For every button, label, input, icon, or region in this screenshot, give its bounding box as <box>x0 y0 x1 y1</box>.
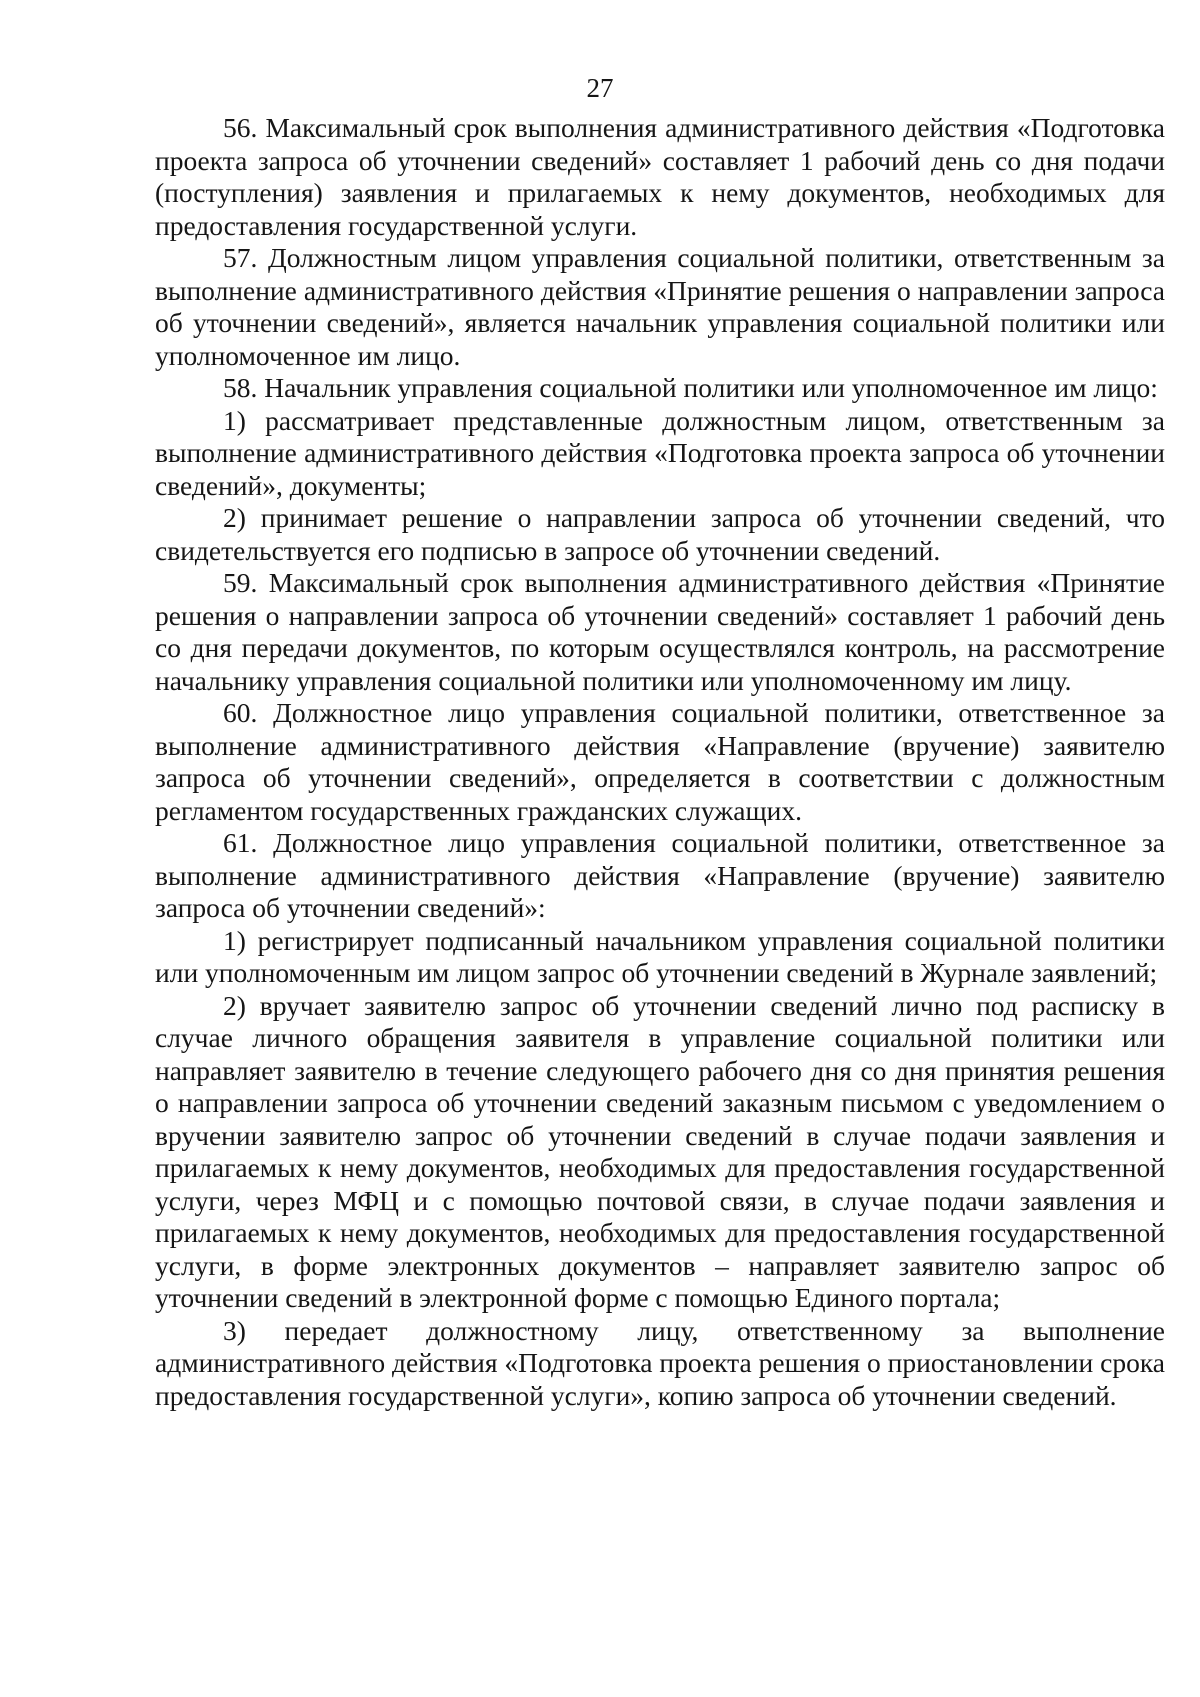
paragraph-58: 58. Начальник управления социальной политики или уполномоченное им лицо: <box>223 372 1158 403</box>
list-item-61-1: 1) регистрирует подписанный начальником управления социальной политики или уполномоченным им лицом запрос об уточнении сведений в Журнале заявлений; <box>155 924 1165 988</box>
paragraph-57: 57. Должностным лицом управления социальной политики, ответственным за выполнение административного действия «Принятие решения о направлении запроса об уточнении сведений», является начальник управления социальной политики или уполномоченное им лицо. <box>155 242 1165 371</box>
paragraph-61: 61. Должностное лицо управления социальной политики, ответственное за выполнение административного действия «Направление (вручение) заявителю запроса об уточнении сведений»: <box>155 827 1165 923</box>
list-item-58-1: 1) рассматривает представленные должностным лицом, ответственным за выполнение административного действия «Подготовка проекта запроса об уточнении сведений», документы; <box>155 404 1165 501</box>
list-item-61-2: 2) вручает заявителю запрос об уточнении сведений лично под расписку в случае личного обращения заявителя в управление социальной политики или направляет заявителю в течение следующего рабочего дня со дня принятия решения о направлении запроса об уточнении сведений заказным письмом с уведомлением о вручении заявителю запрос об уточнении сведений в случае подачи заявления и прилагаемых к нему документов, необходимых для предоставления государственной услуги, через МФЦ и с помощью почтовой связи, в случае подачи заявления и прилагаемых к нему документов, необходимых для предоставления государственной услуги, в форме электронных документов – направляет заявителю запрос об уточнении сведений в электронной форме с помощью Единого портала; <box>155 989 1165 1313</box>
paragraph-59: 59. Максимальный срок выполнения административного действия «Принятие решения о направлении запроса об уточнении сведений» составляет 1 рабочий день со дня передачи документов, по которым осуществлялся контроль, на рассмотрение начальнику управления социальной политики или уполномоченному им лицу. <box>155 567 1165 696</box>
paragraph-56: 56. Максимальный срок выполнения административного действия «Подготовка проекта запроса об уточнении сведений» составляет 1 рабочий день со дня подачи (поступления) заявления и прилагаемых к нему документов, необходимых для предоставления государственной услуги. <box>155 112 1165 241</box>
list-item-58-2: 2) принимает решение о направлении запроса об уточнении сведений, что свидетельствуется его подписью в запросе об уточнении сведений. <box>155 502 1165 566</box>
paragraph-60: 60. Должностное лицо управления социальной политики, ответственное за выполнение административного действия «Направление (вручение) заявителю запроса об уточнении сведений», определяется в соответствии с должностным регламентом государственных гражданских служащих. <box>155 697 1165 826</box>
page-number: 27 <box>586 73 614 103</box>
document-body <box>155 112 1165 1412</box>
list-item-61-3: 3) передает должностному лицу, ответственному за выполнение административного действия «Подготовка проекта решения о приостановлении срока предоставления государственной услуги», копию запроса об уточнении сведений. <box>155 1314 1165 1411</box>
